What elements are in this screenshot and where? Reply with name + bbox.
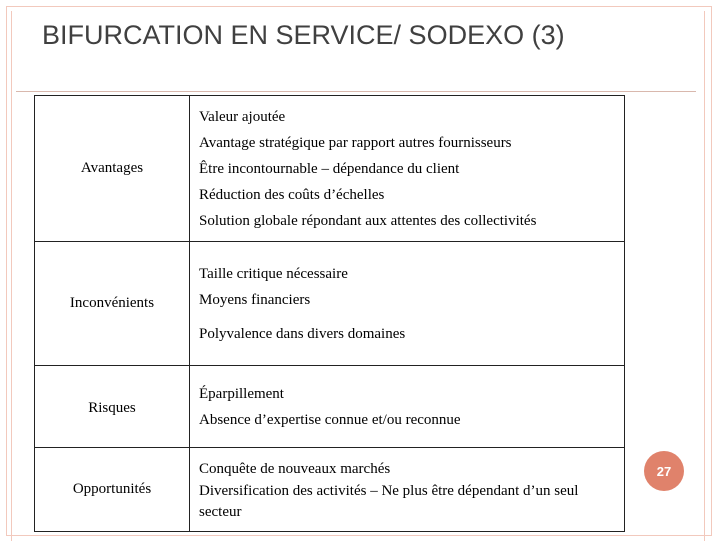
row-items [190,96,625,242]
row-label: Inconvénients [35,242,190,366]
row-label: Opportunités [35,448,190,532]
table-row-risques [35,366,625,448]
row-items [190,242,625,366]
list-item: Taille critique nécessaire [199,265,348,282]
list-item: Valeur ajoutée [199,108,286,125]
row-items [190,448,625,532]
list-item: Éparpillement [199,385,284,402]
list-item: Réduction des coûts d’échelles [199,186,385,203]
swot-table [34,95,625,532]
item-gap [199,313,624,321]
table-row-avantages [35,96,625,242]
table-row-opportunites [35,448,625,532]
table-row-inconvenients [35,242,625,366]
list-item: Solution globale répondant aux attentes des collectivités [199,212,537,229]
slide-title: BIFURCATION EN SERVICE/ SODEXO (3) [42,20,565,50]
list-item: Avantage stratégique par rapport autres fournisseurs [199,134,512,151]
row-label: Avantages [35,96,190,242]
row-items [190,366,625,448]
list-item: Diversification des activités – Ne plus être dépendant d’un seul secteur [199,482,579,520]
page-number-badge: 27 [644,451,684,491]
list-item: Moyens financiers [199,291,311,308]
list-item: Conquête de nouveaux marchés [199,460,391,477]
title-divider [16,91,696,92]
list-item: Absence d’expertise connue et/ou reconnue [199,411,461,428]
list-item: Être incontournable – dépendance du client [199,160,460,177]
row-label: Risques [35,366,190,448]
list-item: Polyvalence dans divers domaines [199,325,406,342]
